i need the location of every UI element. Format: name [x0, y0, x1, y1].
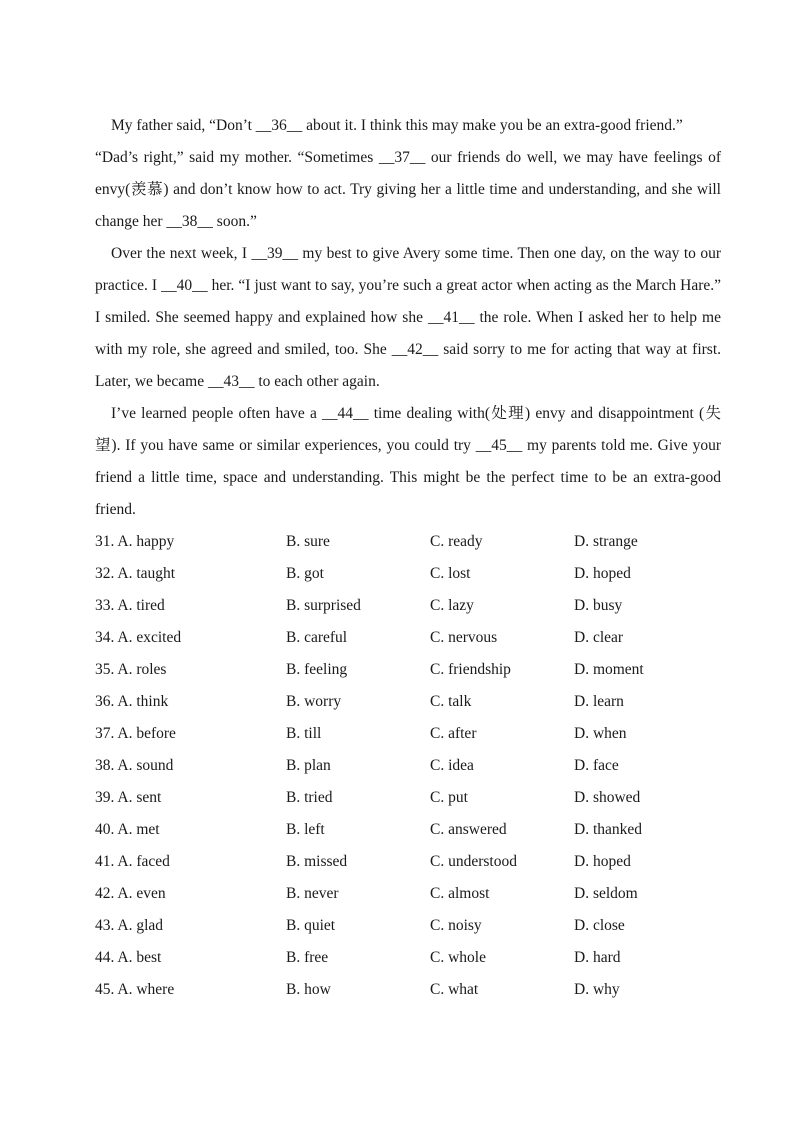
question-row-41 — [95, 846, 721, 878]
option-a: 34. A. excited — [95, 629, 182, 646]
passage-paragraph-2: “Dad’s right,” said my mother. “Sometimes __37__ our friends do well, we may have feelings of envy(羡慕) and don’t know how to act. Try giving her a little time and understanding, and she will change her __38__ soon.” — [95, 149, 721, 230]
option-a: 35. A. roles — [95, 661, 167, 678]
option-a: 32. A. taught — [95, 565, 176, 582]
option-b: B. never — [286, 885, 339, 902]
option-b: B. left — [286, 821, 325, 838]
option-b: B. worry — [286, 693, 342, 710]
option-b: B. feeling — [286, 661, 348, 678]
question-row-39 — [95, 782, 721, 814]
option-b: B. careful — [286, 629, 348, 646]
question-row-31 — [95, 526, 721, 558]
option-c: C. nervous — [430, 629, 498, 646]
option-c: C. what — [430, 981, 479, 998]
passage-paragraph-4: I’ve learned people often have a __44__ time dealing with(处理) envy and disappointment (失望). If you have same or similar experiences, you could try __45__ my parents told me. Give your friend a little time, space and understanding. This might be the perfect time to be an extra-good friend. — [95, 405, 721, 518]
option-c: C. ready — [430, 533, 483, 550]
option-c: C. talk — [430, 693, 472, 710]
option-a: 36. A. think — [95, 693, 169, 710]
option-a: 43. A. glad — [95, 917, 164, 934]
option-b: B. sure — [286, 533, 330, 550]
option-d: D. seldom — [574, 885, 638, 902]
option-c: C. whole — [430, 949, 486, 966]
option-b: B. till — [286, 725, 322, 742]
question-row-34 — [95, 622, 721, 654]
option-d: D. when — [574, 725, 627, 742]
question-row-43 — [95, 910, 721, 942]
option-d: D. close — [574, 917, 625, 934]
question-row-32 — [95, 558, 721, 590]
option-d: D. moment — [574, 661, 644, 678]
document-page — [95, 110, 721, 1006]
option-b: B. quiet — [286, 917, 336, 934]
option-c: C. understood — [430, 853, 517, 870]
option-d: D. busy — [574, 597, 623, 614]
option-a: 44. A. best — [95, 949, 162, 966]
option-d: D. hoped — [574, 565, 631, 582]
question-row-45 — [95, 974, 721, 1006]
question-row-38 — [95, 750, 721, 782]
option-d: D. showed — [574, 789, 641, 806]
option-a: 39. A. sent — [95, 789, 162, 806]
option-a: 40. A. met — [95, 821, 160, 838]
passage-paragraph-3: Over the next week, I __39__ my best to give Avery some time. Then one day, on the way to our practice. I __40__ her. “I just want to say, you’re such a great actor when acting as the March Hare.” I smiled. She seemed happy and explained how she __41__ the role. When I asked her to help me with my role, she agreed and smiled, too. She __42__ said sorry to me for acting that way at first. Later, we became __43__ to each other again. — [95, 245, 721, 390]
question-row-37 — [95, 718, 721, 750]
option-d: D. hard — [574, 949, 621, 966]
option-c: C. answered — [430, 821, 507, 838]
option-b: B. plan — [286, 757, 331, 774]
answer-options-list — [95, 526, 721, 1006]
option-b: B. got — [286, 565, 324, 582]
option-c: C. after — [430, 725, 477, 742]
option-d: D. strange — [574, 533, 638, 550]
option-d: D. face — [574, 757, 619, 774]
option-a: 33. A. tired — [95, 597, 165, 614]
question-row-35 — [95, 654, 721, 686]
option-d: D. hoped — [574, 853, 631, 870]
option-c: C. lost — [430, 565, 471, 582]
option-a: 37. A. before — [95, 725, 176, 742]
option-b: B. missed — [286, 853, 348, 870]
question-row-33 — [95, 590, 721, 622]
option-a: 42. A. even — [95, 885, 166, 902]
option-d: D. thanked — [574, 821, 643, 838]
option-b: B. how — [286, 981, 331, 998]
option-d: D. why — [574, 981, 620, 998]
option-c: C. put — [430, 789, 468, 806]
option-c: C. idea — [430, 757, 474, 774]
option-b: B. surprised — [286, 597, 361, 614]
option-b: B. free — [286, 949, 329, 966]
option-a: 45. A. where — [95, 981, 175, 998]
question-row-44 — [95, 942, 721, 974]
option-a: 38. A. sound — [95, 757, 174, 774]
option-c: C. friendship — [430, 661, 511, 678]
option-c: C. almost — [430, 885, 490, 902]
option-c: C. noisy — [430, 917, 482, 934]
option-a: 31. A. happy — [95, 533, 175, 550]
option-d: D. clear — [574, 629, 624, 646]
option-d: D. learn — [574, 693, 624, 710]
question-row-36 — [95, 686, 721, 718]
option-b: B. tried — [286, 789, 333, 806]
option-c: C. lazy — [430, 597, 474, 614]
question-row-40 — [95, 814, 721, 846]
passage-paragraph-1: My father said, “Don’t __36__ about it. I think this may make you be an extra-good friend.” — [111, 117, 683, 134]
question-row-42 — [95, 878, 721, 910]
option-a: 41. A. faced — [95, 853, 170, 870]
